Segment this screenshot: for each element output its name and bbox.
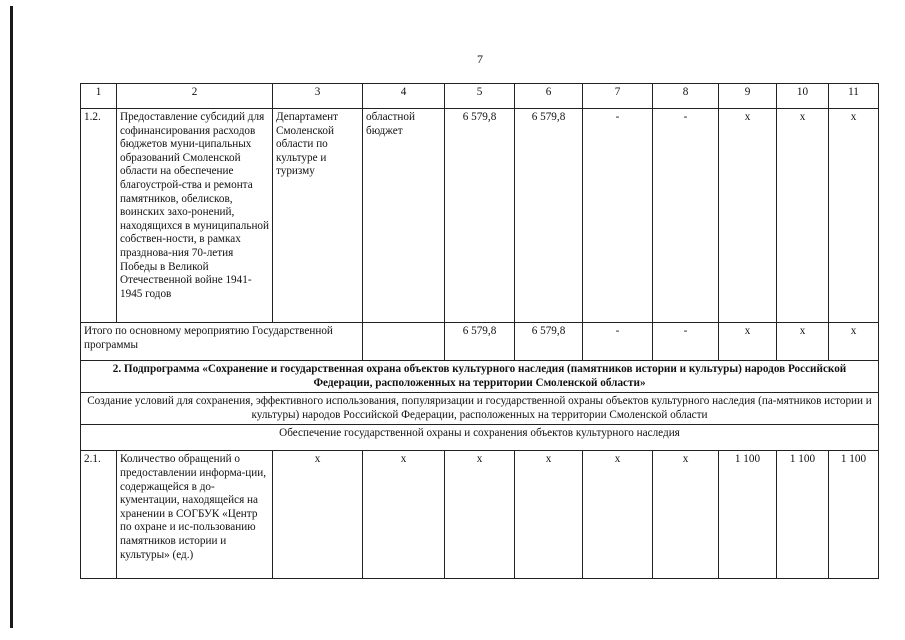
value-cell: - — [583, 323, 653, 361]
value-cell: x — [515, 451, 583, 579]
total-label: Итого по основному мероприятию Государственной программы — [81, 323, 363, 361]
value-cell: x — [653, 451, 719, 579]
value-cell: 1 100 — [829, 451, 879, 579]
value-cell: - — [583, 109, 653, 323]
executor: Департамент Смоленской области по культуре и туризму — [273, 109, 363, 323]
value-cell: x — [829, 323, 879, 361]
value-cell: x — [363, 451, 445, 579]
header-cell: 4 — [363, 84, 445, 109]
value-cell: 6 579,8 — [515, 109, 583, 323]
value-cell: x — [777, 109, 829, 323]
task-text: Обеспечение государственной охраны и сохранения объектов культурного наследия — [81, 425, 879, 451]
header-cell: 10 — [777, 84, 829, 109]
subprogram-row — [81, 361, 879, 393]
value-cell: 1 100 — [777, 451, 829, 579]
value-cell: 6 579,8 — [445, 323, 515, 361]
value-cell: x — [445, 451, 515, 579]
header-cell: 11 — [829, 84, 879, 109]
header-cell: 8 — [653, 84, 719, 109]
goal-row — [81, 393, 879, 425]
page-number: 7 — [477, 52, 483, 66]
indicator-name: Количество обращений о предоставлении информа-ции, содержащейся в до-кументации, находящейся на хранении в СОГБУК «Центр по охране и ис-пользованию памятников истории и культуры» (ед.) — [117, 451, 273, 579]
subprogram-title: 2. Подпрограмма «Сохранение и государственная охрана объектов культурного наследия (памятников истории и культуры) народов Российской Федерации, расположенных на территории Смоленской области» — [81, 361, 879, 393]
left-margin-bar — [10, 6, 13, 628]
value-cell: x — [719, 323, 777, 361]
value-cell: x — [719, 109, 777, 323]
value-cell: x — [829, 109, 879, 323]
value-cell: x — [777, 323, 829, 361]
value-cell: x — [583, 451, 653, 579]
value-cell: - — [653, 323, 719, 361]
value-cell: x — [273, 451, 363, 579]
value-cell: 6 579,8 — [515, 323, 583, 361]
table-row-1-2 — [81, 109, 879, 323]
value-cell: 6 579,8 — [445, 109, 515, 323]
program-table — [80, 83, 879, 579]
empty-cell — [363, 323, 445, 361]
total-row — [81, 323, 879, 361]
row-number: 2.1. — [81, 451, 117, 579]
value-cell: - — [653, 109, 719, 323]
header-cell: 2 — [117, 84, 273, 109]
header-cell: 6 — [515, 84, 583, 109]
task-row — [81, 425, 879, 451]
goal-text: Создание условий для сохранения, эффективного использования, популяризации и государственной охраны объектов культурного наследия (па-мятников истории и культуры) народов Российской Федерации, расположенных на территории Смоленской области — [81, 393, 879, 425]
funding-source: областной бюджет — [363, 109, 445, 323]
header-cell: 7 — [583, 84, 653, 109]
header-cell: 3 — [273, 84, 363, 109]
value-cell: 1 100 — [719, 451, 777, 579]
header-cell: 1 — [81, 84, 117, 109]
header-cell: 5 — [445, 84, 515, 109]
row-number: 1.2. — [81, 109, 117, 323]
header-cell: 9 — [719, 84, 777, 109]
table-row-2-1 — [81, 451, 879, 579]
measure-name: Предоставление субсидий для софинансирования расходов бюджетов муни-ципальных образований Смоленской области на обеспечение благоустрой-ства и ремонта памятников, обелисков, воинских захо-ронений, находящихся в муниципальной собствен-ности, в рамках празднова-ния 70-летия Победы в Великой Отечественной войне 1941-1945 годов — [117, 109, 273, 323]
header-row — [81, 84, 879, 109]
